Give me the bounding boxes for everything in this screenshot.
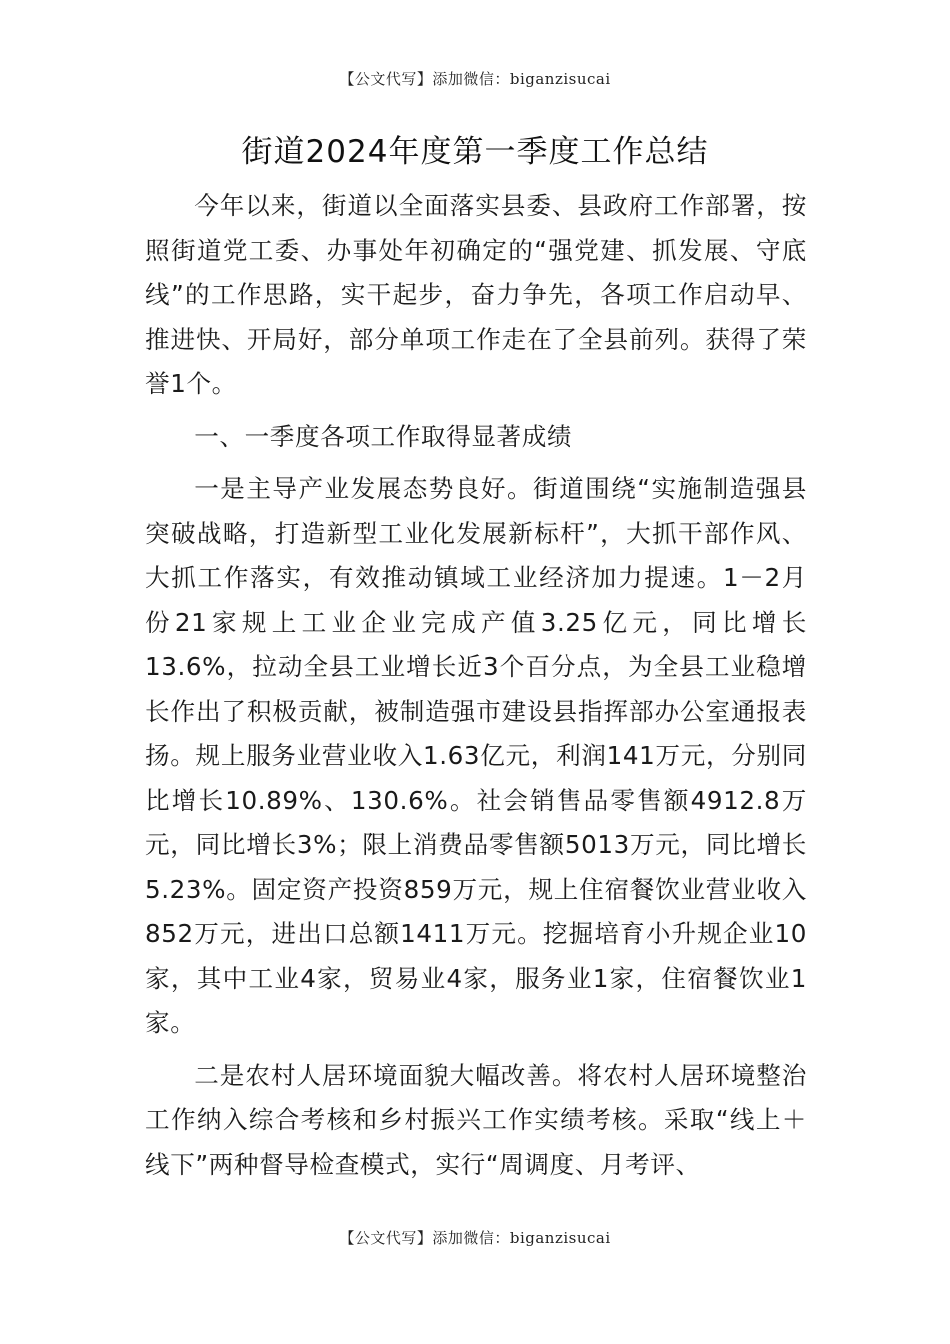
page-header-watermark: 【公文代写】添加微信：biganzisucai xyxy=(339,70,611,88)
paragraph-environment: 二是农村人居环境面貌大幅改善。将农村人居环境整治工作纳入综合考核和乡村振兴工作实绩考核。采取“线上＋线下”两种督导检查模式，实行“周调度、月考评、 xyxy=(145,1060,807,1179)
paragraph-industry: 一是主导产业发展态势良好。街道围绕“实施制造强县突破战略，打造新型工业化发展新标杆”，大抓干部作风、大抓工作落实，有效推动镇域工业经济加力提速。1－2月份21家规上工业企业完成产值3.25亿元，同比增长13.6%，拉动全县工业增长近3个百分点，为全县工业稳增长作出了积极贡献，被制造强市建设县指挥部办公室通报表扬。规上服务业营业收入1.63亿元，利润141万元，分别同比增长10.89%、130.6%。社会销售品零售额4912.8万元，同比增长3%；限上消费品零售额5013万元，同比增长5.23%。固定资产投资859万元，规上住宿餐饮业营业收入852万元，进出口总额1411万元。挖掘培育小升规企业10家，其中工业4家，贸易业4家，服务业1家，住宿餐饮业1家。 xyxy=(145,474,807,1037)
page-footer-watermark: 【公文代写】添加微信：biganzisucai xyxy=(339,1229,611,1247)
section-heading-1: 一、一季度各项工作取得显著成绩 xyxy=(194,421,573,451)
paragraph-intro: 今年以来，街道以全面落实县委、县政府工作部署，按照街道党工委、办事处年初确定的“强党建、抓发展、守底线”的工作思路，实干起步，奋力争先，各项工作启动早、推进快、开局好，部分单项工作走在了全县前列。获得了荣誉1个。 xyxy=(145,191,807,398)
document-body xyxy=(145,184,807,1187)
document-title: 街道2024年度第一季度工作总结 xyxy=(241,134,709,170)
